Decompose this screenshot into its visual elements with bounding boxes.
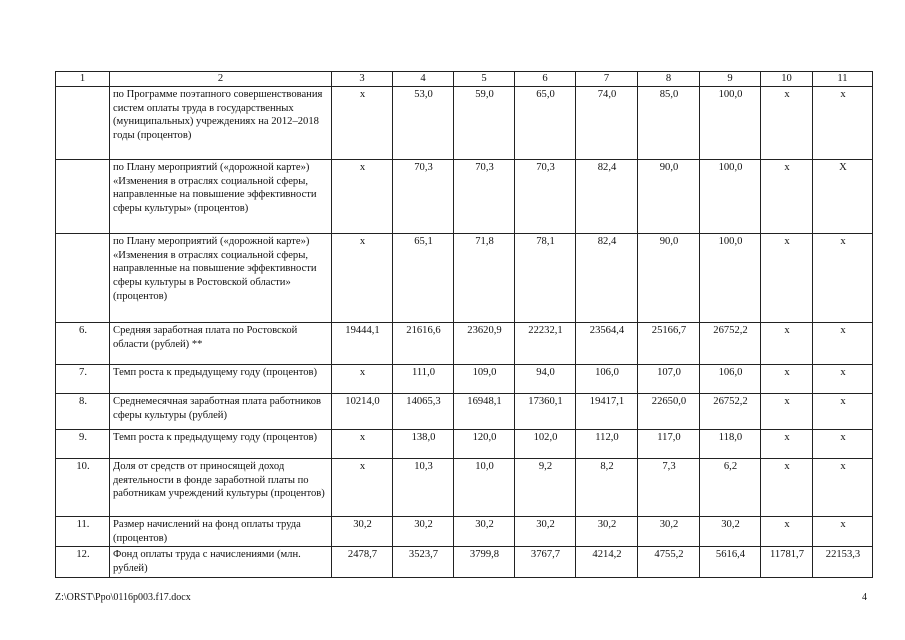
value-cell: 106,0 bbox=[576, 364, 638, 393]
indicator-label-cell: Средняя заработная плата по Ростовской области (рублей) ** bbox=[110, 322, 332, 364]
value-cell: Х bbox=[813, 159, 873, 233]
value-cell: х bbox=[813, 322, 873, 364]
header-cell: 2 bbox=[110, 72, 332, 87]
value-cell: 118,0 bbox=[700, 429, 761, 458]
row-number-cell: 10. bbox=[56, 458, 110, 516]
value-cell: 26752,2 bbox=[700, 322, 761, 364]
value-cell: х bbox=[761, 458, 813, 516]
value-cell: 74,0 bbox=[576, 86, 638, 159]
indicator-label-cell: Среднемесячная заработная плата работников сферы культуры (рублей) bbox=[110, 393, 332, 429]
value-cell: 94,0 bbox=[515, 364, 576, 393]
value-cell: 22650,0 bbox=[638, 393, 700, 429]
table-row bbox=[56, 393, 873, 429]
footer-file-path: Z:\ORST\Ppo\0116p003.f17.docx bbox=[55, 592, 191, 603]
value-cell: 23620,9 bbox=[454, 322, 515, 364]
value-cell: х bbox=[813, 233, 873, 322]
value-cell: 7,3 bbox=[638, 458, 700, 516]
indicator-label-cell: по Плану мероприятий («дорожной карте») «Изменения в отраслях социальной сферы, направленные на повышение эффективности сферы культуры» (процентов) bbox=[110, 159, 332, 233]
table-row bbox=[56, 322, 873, 364]
value-cell: 100,0 bbox=[700, 86, 761, 159]
row-number-cell: 6. bbox=[56, 322, 110, 364]
table-body bbox=[56, 72, 873, 578]
value-cell: 6,2 bbox=[700, 458, 761, 516]
value-cell: 14065,3 bbox=[393, 393, 454, 429]
table-row bbox=[56, 458, 873, 516]
value-cell: 65,0 bbox=[515, 86, 576, 159]
value-cell: х bbox=[332, 458, 393, 516]
value-cell: х bbox=[332, 364, 393, 393]
value-cell: 85,0 bbox=[638, 86, 700, 159]
value-cell: 70,3 bbox=[393, 159, 454, 233]
value-cell: 109,0 bbox=[454, 364, 515, 393]
value-cell: 11781,7 bbox=[761, 547, 813, 578]
header-cell: 7 bbox=[576, 72, 638, 87]
value-cell: х bbox=[332, 86, 393, 159]
value-cell: х bbox=[332, 429, 393, 458]
value-cell: х bbox=[813, 364, 873, 393]
indicator-label-cell: Доля от средств от приносящей доход деятельности в фонде заработной платы по работникам учреждений культуры (процентов) bbox=[110, 458, 332, 516]
row-number-cell: 11. bbox=[56, 516, 110, 547]
row-number-cell: 8. bbox=[56, 393, 110, 429]
value-cell: 30,2 bbox=[332, 516, 393, 547]
value-cell: 71,8 bbox=[454, 233, 515, 322]
value-cell: 21616,6 bbox=[393, 322, 454, 364]
value-cell: х bbox=[761, 233, 813, 322]
value-cell: х bbox=[813, 429, 873, 458]
value-cell: 30,2 bbox=[576, 516, 638, 547]
header-cell: 5 bbox=[454, 72, 515, 87]
indicator-label-cell: по Программе поэтапного совершенствования систем оплаты труда в государственных (муниципальных) учреждениях на 2012–2018 годы (процентов) bbox=[110, 86, 332, 159]
value-cell: 4214,2 bbox=[576, 547, 638, 578]
header-cell: 1 bbox=[56, 72, 110, 87]
table-row bbox=[56, 159, 873, 233]
indicator-label-cell: Темп роста к предыдущему году (процентов) bbox=[110, 429, 332, 458]
header-cell: 6 bbox=[515, 72, 576, 87]
indicator-label-cell: Фонд оплаты труда с начислениями (млн. рублей) bbox=[110, 547, 332, 578]
row-number-cell: 9. bbox=[56, 429, 110, 458]
header-cell: 4 bbox=[393, 72, 454, 87]
value-cell: 59,0 bbox=[454, 86, 515, 159]
value-cell: 112,0 bbox=[576, 429, 638, 458]
header-cell: 11 bbox=[813, 72, 873, 87]
value-cell: х bbox=[813, 393, 873, 429]
value-cell: х bbox=[332, 159, 393, 233]
value-cell: 10214,0 bbox=[332, 393, 393, 429]
value-cell: 5616,4 bbox=[700, 547, 761, 578]
value-cell: 30,2 bbox=[454, 516, 515, 547]
value-cell: 70,3 bbox=[454, 159, 515, 233]
value-cell: 117,0 bbox=[638, 429, 700, 458]
row-number-cell bbox=[56, 86, 110, 159]
value-cell: 30,2 bbox=[393, 516, 454, 547]
value-cell: 23564,4 bbox=[576, 322, 638, 364]
value-cell: 78,1 bbox=[515, 233, 576, 322]
indicator-label-cell: Размер начислений на фонд оплаты труда (процентов) bbox=[110, 516, 332, 547]
value-cell: 19417,1 bbox=[576, 393, 638, 429]
table-row bbox=[56, 364, 873, 393]
indicator-label-cell: Темп роста к предыдущему году (процентов) bbox=[110, 364, 332, 393]
table-row bbox=[56, 86, 873, 159]
value-cell: х bbox=[332, 233, 393, 322]
data-table bbox=[55, 71, 873, 578]
indicator-label-cell: по Плану мероприятий («дорожной карте») «Изменения в отраслях социальной сферы, направленные на повышение эффективности сферы культуры в Ростовской области» (процентов) bbox=[110, 233, 332, 322]
value-cell: 10,0 bbox=[454, 458, 515, 516]
table-row bbox=[56, 233, 873, 322]
table-row bbox=[56, 429, 873, 458]
value-cell: 26752,2 bbox=[700, 393, 761, 429]
value-cell: х bbox=[761, 393, 813, 429]
page-number: 4 bbox=[862, 592, 867, 603]
value-cell: х bbox=[761, 516, 813, 547]
header-cell: 3 bbox=[332, 72, 393, 87]
value-cell: 10,3 bbox=[393, 458, 454, 516]
value-cell: х bbox=[813, 86, 873, 159]
value-cell: 30,2 bbox=[700, 516, 761, 547]
row-number-cell bbox=[56, 233, 110, 322]
value-cell: 138,0 bbox=[393, 429, 454, 458]
row-number-cell bbox=[56, 159, 110, 233]
value-cell: 106,0 bbox=[700, 364, 761, 393]
value-cell: 4755,2 bbox=[638, 547, 700, 578]
value-cell: 53,0 bbox=[393, 86, 454, 159]
value-cell: х bbox=[761, 364, 813, 393]
value-cell: 82,4 bbox=[576, 159, 638, 233]
value-cell: х bbox=[761, 86, 813, 159]
row-number-cell: 12. bbox=[56, 547, 110, 578]
table-row bbox=[56, 547, 873, 578]
value-cell: 107,0 bbox=[638, 364, 700, 393]
value-cell: 102,0 bbox=[515, 429, 576, 458]
row-number-cell: 7. bbox=[56, 364, 110, 393]
value-cell: 25166,7 bbox=[638, 322, 700, 364]
value-cell: 100,0 bbox=[700, 159, 761, 233]
value-cell: 90,0 bbox=[638, 159, 700, 233]
value-cell: 9,2 bbox=[515, 458, 576, 516]
header-cell: 9 bbox=[700, 72, 761, 87]
value-cell: х bbox=[761, 429, 813, 458]
value-cell: 16948,1 bbox=[454, 393, 515, 429]
header-cell: 8 bbox=[638, 72, 700, 87]
value-cell: 30,2 bbox=[638, 516, 700, 547]
value-cell: 90,0 bbox=[638, 233, 700, 322]
value-cell: 8,2 bbox=[576, 458, 638, 516]
value-cell: 22232,1 bbox=[515, 322, 576, 364]
value-cell: 2478,7 bbox=[332, 547, 393, 578]
value-cell: 22153,3 bbox=[813, 547, 873, 578]
value-cell: х bbox=[761, 322, 813, 364]
value-cell: 65,1 bbox=[393, 233, 454, 322]
value-cell: 120,0 bbox=[454, 429, 515, 458]
value-cell: 82,4 bbox=[576, 233, 638, 322]
value-cell: 3799,8 bbox=[454, 547, 515, 578]
header-cell: 10 bbox=[761, 72, 813, 87]
value-cell: х bbox=[813, 458, 873, 516]
value-cell: х bbox=[761, 159, 813, 233]
value-cell: х bbox=[813, 516, 873, 547]
value-cell: 30,2 bbox=[515, 516, 576, 547]
value-cell: 3767,7 bbox=[515, 547, 576, 578]
table-row bbox=[56, 516, 873, 547]
value-cell: 3523,7 bbox=[393, 547, 454, 578]
value-cell: 111,0 bbox=[393, 364, 454, 393]
value-cell: 100,0 bbox=[700, 233, 761, 322]
value-cell: 70,3 bbox=[515, 159, 576, 233]
value-cell: 19444,1 bbox=[332, 322, 393, 364]
value-cell: 17360,1 bbox=[515, 393, 576, 429]
column-number-row bbox=[56, 72, 873, 87]
